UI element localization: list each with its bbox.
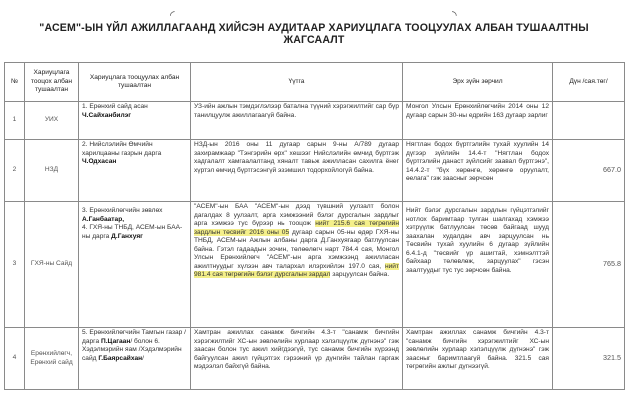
- guilt-text-middle: дугаар сарын 05-ны өдөр ГХЯ-ны ТНБД, АСЕМ-ын Ажлын албаны дарга Д.Ганхуягаар батлуулсан байна. Гэтэл гадаадын зочин, төлөөлөгч нарт 784.4 сая, Монгол Улсын Ерөнхийлөгч "АСЕМ"-ын арга хэмжээнд ажилласан ажилтнуудыг хүлээн авч талархал илэрхийлэн 197.0 сая,: [194, 228, 399, 270]
- official-title: 1. Ерөнхий сайд асан: [82, 103, 148, 110]
- guilt-text-end: зарцуулсан байна.: [332, 271, 390, 278]
- row-org: НЗД: [25, 140, 79, 202]
- row-amount: [553, 102, 625, 140]
- official-end: /: [142, 354, 144, 362]
- row-law: [403, 202, 553, 328]
- official-name: А.Ганбаатар,: [82, 215, 125, 223]
- law-text: Нийт бэлэг дурсгалын зардлын гүйцэтгэлийг нотлох баримтаар тулган шалгахад хэмжээ хэтрүүлж батлуулсан төсөв байгаад шууд заахалан худалдан авч зарцуулсан нь Төсвийн тухай хуулийн 6 дугаар зүйлийн 6.4.1-д "төсвийг үр ашигтай, хэмнэлттэй байхаар төлөвлөж, зарцуулах" гэсэн заалтуудыг тус тус зөрчсөн байна.: [406, 207, 549, 274]
- header-num: №: [5, 63, 25, 102]
- official-title: 5. Ерөнхийлөгчийн Тамгын газар /дарга: [82, 329, 186, 345]
- row-official: [79, 140, 191, 202]
- official-extra-name: Д.Ганхуяг: [111, 232, 143, 240]
- header-org: Хариуцлага тооцох албан тушаалтан: [25, 63, 79, 102]
- official-title: 2. Нийслэлийн Өмчийн харилцааны газрын дарга: [82, 141, 162, 157]
- page-corner-mark-right: ◝: [452, 8, 457, 22]
- header-amount: Дүн /сая.төг/: [553, 63, 625, 102]
- official-name-2: Г.Баярсайхан: [98, 354, 143, 362]
- guilt-text-start: "АСЕМ"-ын БАА "АСЕМ"-ын дээд түвшний уулзалт болон дагалдах 8 уулзалт, арга хэмжээний бэлэг дурсгалын зардлыг арга хэмжээ тус бүрээр нь тооцож: [194, 203, 399, 227]
- row-org: УИХ: [25, 102, 79, 140]
- official-mid: / болон 6. Хэдэлмэрийн яам /Хэдэлмэрийн сайд: [82, 337, 182, 362]
- official-name: П.Цагаан: [100, 337, 131, 345]
- row-guilt: [191, 202, 403, 328]
- table-header-row: [5, 63, 625, 102]
- row-amount: 321.5: [553, 328, 625, 390]
- official-name: Ч.Сайханбилэг: [82, 111, 132, 119]
- row-law: Монгол Улсын Ерөнхийлөгчийн 2014 оны 12 дугаар сарын 30-ны едрийн 163 дугаар зарлиг: [403, 102, 553, 140]
- row-official: [79, 328, 191, 390]
- official-extra-title: 4. ГХЯ-ны ТНБД, АСЕМ-ын БАА-ны дарга: [82, 224, 183, 240]
- row-official: [79, 102, 191, 140]
- row-num: 2: [5, 140, 25, 202]
- table-row: [5, 102, 625, 140]
- row-amount: 765.8: [553, 202, 625, 328]
- row-guilt: Хамтран ажиллах санамж бичгийн 4.3-т "санамж бичгийн хэрэгжилтийг ХС-ын зөвлөлийн хурлаар хэлэлцүүлж дүгнэнэ" гэж заасан болон тус ажил хийгдээгүй, тус санамж бичгийн хүрээнд байгуулсан ажил гүйцэтгэх гэрээний үр дүнгийн тайлан гаргаж мэдээлэл байхгүй байна.: [191, 328, 403, 390]
- table-row: [5, 140, 625, 202]
- row-num: 1: [5, 102, 25, 140]
- row-amount: 667.0: [553, 140, 625, 202]
- table-row: [5, 202, 625, 328]
- page-corner-mark-left: ◜: [170, 8, 175, 22]
- row-law: Хамтран ажиллах санамж бичгийн 4.3-т "санамж бичгийн хэрэгжилтийг ХС-ын зөвлөлийн хурлаар хэлэлцүүлж дүгнэнэ" гэж заасныг баримтлаагүй байна. 321.5 сая төгрөгийн ажлыг дүгнээгүй.: [403, 328, 553, 390]
- header-official: Хариуцлага тооцуулах албан тушаалтан: [79, 63, 191, 102]
- row-num: 3: [5, 202, 25, 328]
- row-org: Ерөнхийлөгч, Ерөнхий сайд: [25, 328, 79, 390]
- accountability-table: [4, 62, 625, 390]
- official-name: Ч.Одхасан: [82, 158, 117, 165]
- header-guilt: Үүтга: [191, 63, 403, 102]
- row-guilt: НЗД-ын 2016 оны 11 дугаар сарын 9-ны А/789 дугаар захирамжаар "Тэнгэрийн өрх" хешээг Нийслэлийн өмчид бүртгэж хадгалалт хамгаалалтанд хяналт тавьж ажилласан сахилга ёнег хүртэл өмчид бүртгэсэнгүй эзэмшил тодорхойлогүй байна.: [191, 140, 403, 202]
- table-row: [5, 328, 625, 390]
- row-guilt: УЗ-ийн ажлын тэмдэглэлээр батална түүний хэрэгжилтийг сар бүр танилцуулж ажиллагаагүй байна.: [191, 102, 403, 140]
- highlighted-budget-text: нийт 215.6 сая төгрөгийн зардлын төсвийг 2016 оны 05: [194, 220, 399, 236]
- row-law: Нягтлан бодох бүртгэлийн тухай хуулийн 14 дүгээр зүйлийн 14.4-т "Нягтлан бодох бүртгэлийн данаст зүйлсийг заавал бүртгэнэ", 14.4.2-т "бүх хөрөнгө, хөрөнгө оруулалт, өелага" гэж заасныг зөрчсөн: [403, 140, 553, 202]
- page-title: "АСЕМ"-ЫН ҮЙЛ АЖИЛЛАГААНД ХИЙСЭН АУДИТААР ХАРИУЦЛАГА ТООЦУУЛАХ АЛБАН ТУШААЛТНЫ ЖАГСААЛТ: [39, 22, 589, 46]
- official-title: 3. Ерөнхийлөгчийн зөвлөх: [82, 207, 163, 214]
- header-law: Эрх зүйн зөрчил: [403, 63, 553, 102]
- highlighted-spending-text: нийт 981.4 сая төгрөгийн бэлэг дурсгалын зардал: [194, 262, 399, 278]
- row-org: ГХЯ-ны Сайд: [25, 202, 79, 328]
- row-official: [79, 202, 191, 328]
- row-num: 4: [5, 328, 25, 390]
